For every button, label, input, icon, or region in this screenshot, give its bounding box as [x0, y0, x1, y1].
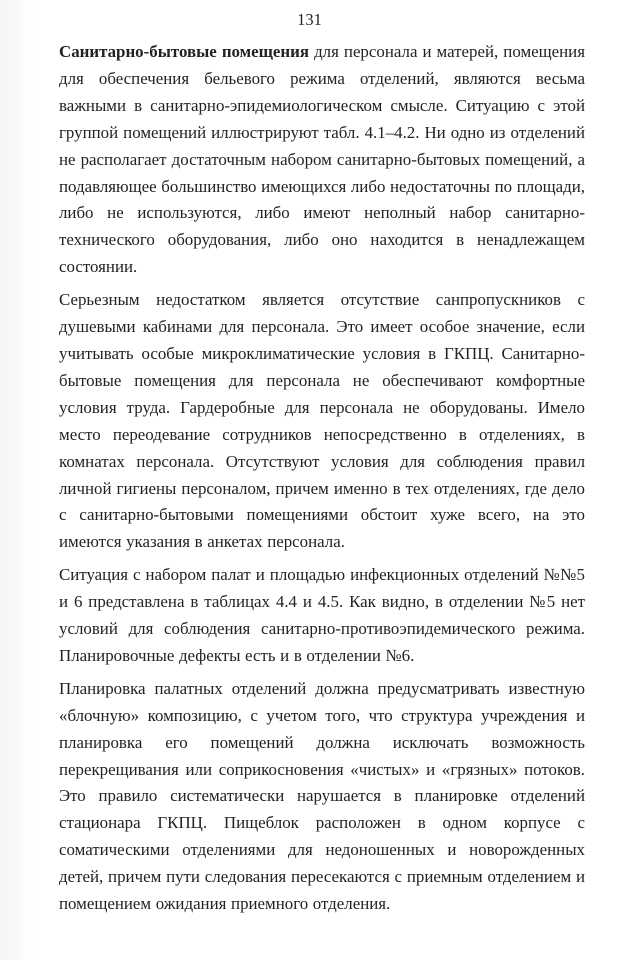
paragraph-staff-showers: Серьезным недостатком является отсутствие санпропускников с душевыми кабинами для персонала. Это имеет особое значение, если учитывать особые микроклиматические условия в ГКПЦ. Санитарно-бытовые помещения для персонала не обеспечивают комфортные условия труда. Гардеробные для персонала не оборудованы. Имело место переодевание сотрудников непосредственно в отделениях, в комнатах персонала. Отсутствуют условия для соблюдения правил личной гигиены персоналом, причем именно в тех отделениях, где дело с санитарно-бытовыми помещениями обстоит хуже всего, на это имеются указания в анкетах персонала.: [59, 290, 585, 552]
paragraph-block-layout: Планировка палатных отделений должна предусматривать известную «блочную» композицию, с учетом того, что структура учреждения и планировка его помещений должна исключать возможность перекрещивания или соприкосновения «чистых» и «грязных» потоков. Это правило систематически нарушается в планировке отделений стационара ГКПЦ. Пищеблок расположен в одном корпусе с соматическими отделениями для недоношенных и новорожденных детей, причем пути следования пересекаются с приемным отделением и помещением ожидания приемного отделения.: [59, 678, 585, 914]
scan-shadow: [0, 0, 34, 960]
paragraph-infection-wards: Ситуация с набором палат и площадью инфекционных отделений №№5 и 6 представлена в таблицах 4.4 и 4.5. Как видно, в отделении №5 нет условий для соблюдения санитарно-противоэпидемического режима. Планировочные дефекты есть и в отделении №6.: [59, 565, 585, 665]
paragraph-sanitary-rooms: [59, 39, 585, 281]
page-number: 131: [297, 10, 322, 29]
paragraph-text: для персонала и матерей, помещения для обеспечения бельевого режима отделений, являются весьма важными в санитарно-эпидемиологическом смысле. Ситуацию с этой группой помещений иллюстрируют табл. 4.1–4.2. Ни одно из отделений не располагает достаточным набором санитарно-бытовых помещений, а подавляющее большинство имеющихся либо недостаточны по площади, либо не используются, либо имеют неполный набор санитарно-технического оборудования, либо оно находится в ненадлежащем состоянии.: [59, 42, 585, 277]
bold-lead: Санитарно-бытовые помещения: [59, 42, 310, 61]
